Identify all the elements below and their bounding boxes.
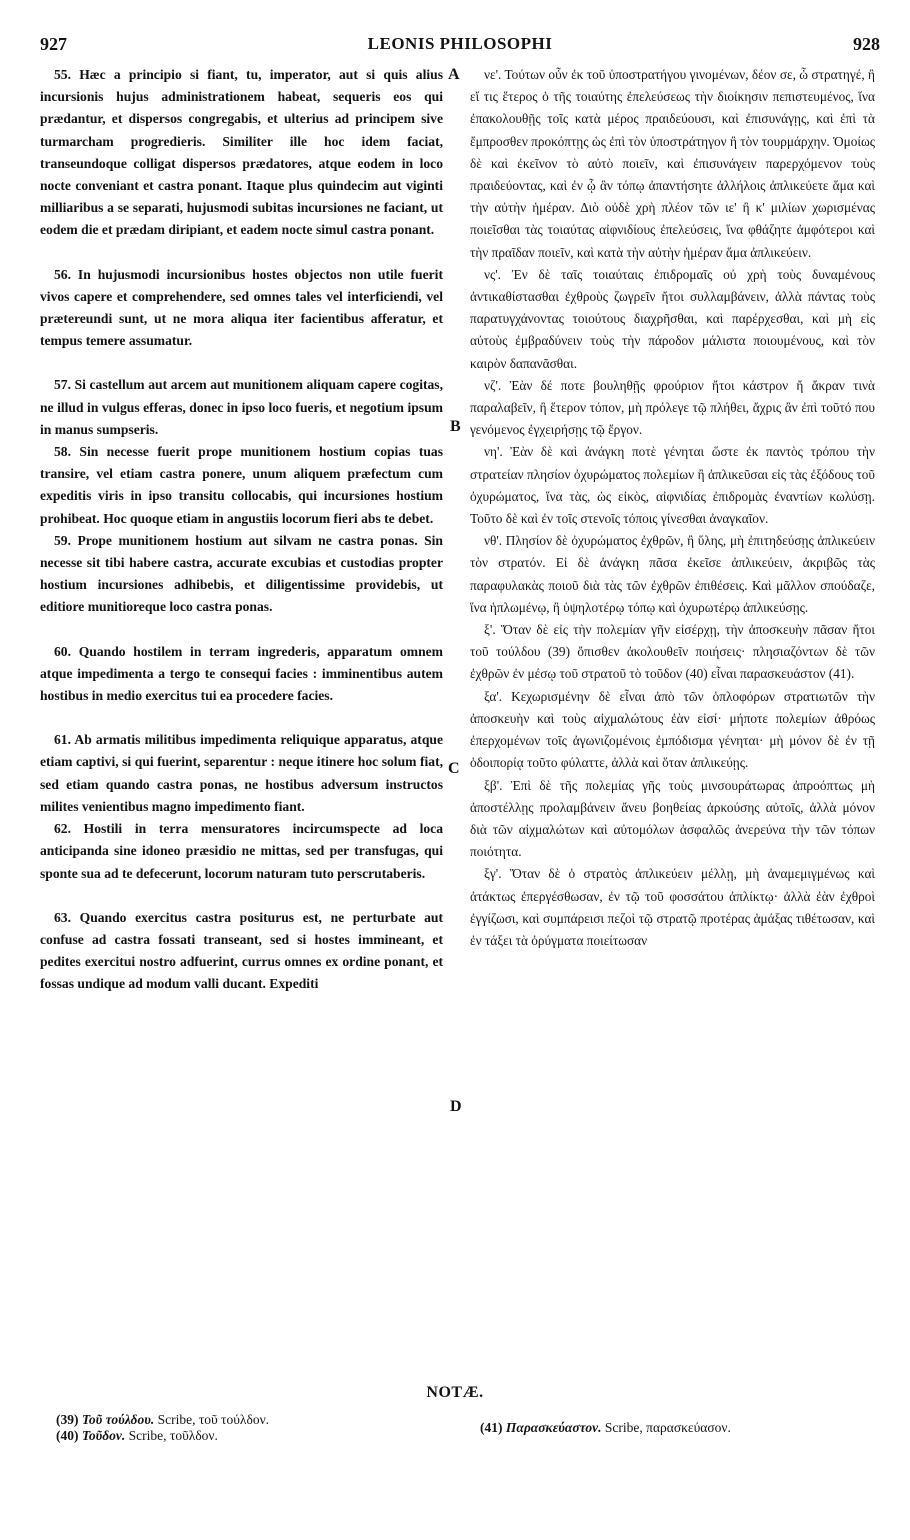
greek-paragraph-56: νς'. Ἐν δὲ ταῖς τοιαύταις ἐπιδρομαῖς οὐ χρὴ τοὺς δυναμένους ἀντικαθίστασθαι ἐχθροὺς ζωγρεῖν ἤτοι συλλαμβάνειν, ἀλλὰ πάντας τοὺς παρατυγχάνοντας τοιούτους διαχρῆσθαι, καὶ παρέρχεσθαι, καὶ μὴ εἰς αὐτοὺς ἐμβραδύνειν τοὺς τὴν πάροδον μάλιστα ποιουμένους, καὶ τὸν καιρὸν δαπανᾶσθαι. [470,266,875,371]
note-number: (39) [56,1412,79,1427]
latin-paragraph-58: 58. Sin necesse fuerit prope munitionem hostium copias tuas transire, vel etiam castra ponere, unum aliquem præfectum cum expeditis viris in ipso transitu collocabis, qui incursiones hostium prohibeat. Hoc quoque etiam in angustiis locorum fieri abs te debet. [40,444,443,526]
margin-letter-a: A [448,66,460,83]
greek-paragraph-57: νζ'. Ἐὰν δέ ποτε βουληθῇς φρούριον ἤτοι κάστρον ἤ ἄκραν τινὰ παραλαβεῖν, ἢ ἕτερον τόπον, μὴ πρόλεγε τῷ πλήθει, ἄχρις ἂν ἐπὶ τοῦτό που γενόμενος ἐγχειρήσῃς τῷ ἔργον. [470,377,875,438]
latin-paragraph-62: 62. Hostili in terra mensuratores incircumspecte ad loca anticipanda sine idoneo præsidio ne mittas, sed per transfugas, qui sponte sua ad te defecerunt, locorum naturam tuto perscrutaberis. [40,821,443,881]
greek-paragraph-62: ξβ'. Ἐπὶ δὲ τῆς πολεμίας γῆς τοὺς μινσουράτωρας ἀπροόπτως μὴ ἀποστέλλῃς προλαμβάνειν ἄνευ βοηθείας ἀρκούσης αὐτοῖς, ἀλλὰ μόνον διὰ τῶν αἰχμαλώτων καὶ αὐτομόλων ἀσφαλῶς ἀνερεύνα τὴν τῶν τόπων ποιότητα. [470,777,875,860]
notes-right [480,1412,880,1436]
greek-paragraph-58: νη'. Ἐὰν δὲ καὶ ἀνάγκη ποτὲ γένηται ὥστε ἐκ παντὸς τρόπου τὴν στρατείαν πλησίον ὀχυρώματος πολεμίων ἢ ἀπλικεῦσαι εἰς τὰς ἐξόδους τοῦ ὀχυρώματος, ἵνα τὰς, ὡς εἰκὸς, αἰφνιδίας ἐπιδρομὰς ἐναντίων κωλύσῃ. Τοῦτο δὲ καὶ ἐν τοῖς στενοῖς τόποις γίνεσθαι ἀναγκαῖον. [470,444,875,527]
latin-paragraph-63: 63. Quando exercitus castra positurus est, ne perturbate aut confuse ad castra fossati transeant, sed si hostes immineant, et pedites exercitui nostro adfuerint, currus omnes ex ordine ponant, et fossas undique ad modum valli ducant. Expediti [40,909,443,992]
notes-left [56,1412,456,1444]
note-text: Scribe, τοῦλδον. [128,1428,218,1443]
note-term: Παρασκεύαστον. [505,1420,602,1435]
margin-letter-d: D [450,1098,462,1115]
latin-paragraph-60: 60. Quando hostilem in terram ingrederis, apparatum omnem atque impedimenta a tergo te consequi facies : imminentibus autem hostibus in medio exercitus tui ea procedere facies. [40,643,443,704]
note-41 [480,1420,880,1436]
note-39 [56,1412,456,1428]
greek-paragraph-59: νθ'. Πλησίον δὲ ὀχυρώματος ἐχθρῶν, ἢ ὕλης, μὴ ἐπιτηδεύσῃς ἀπλικεύειν τὸν στρατόν. Εἰ δὲ ἀνάγκη πᾶσα ἐκεῖσε ἀπλικεύειν, ἀκριβῶς τὰς παραφυλακὰς ποιοῦ διὰ τὰς τῶν ἐχθρῶν ἐπιθέσεις. Καὶ μᾶλλον σπούδαζε, ἵνα ἡπλωμένῳ, ἢ ὑψηλοτέρῳ τόπῳ καὶ ὀχυρωτέρῳ ἀπλικεύσῃς. [470,533,875,615]
margin-letter-b: B [450,418,461,435]
running-title: LEONIS PHILOSOPHI [367,34,553,53]
note-text: Scribe, παρασκεύασον. [604,1420,731,1435]
note-number: (41) [480,1420,503,1435]
note-40 [56,1428,456,1444]
latin-paragraph-61: 61. Ab armatis militibus impedimenta reliquique apparatus, atque etiam captivi, si qui fuerint, separentur : neque itinere hoc solum fiat, sed etiam quando castra ponas, ne hostibus adversum instructos milites venientibus magno impedimento fiant. [40,732,443,814]
left-page-number: 927 [40,34,67,54]
greek-paragraph-55: νε'. Τούτων οὖν ἐκ τοῦ ὑποστρατήγου γινομένων, δέον σε, ὦ στρατηγέ, ἢ εἴ τις ἕτερος ὁ τῆς τοιαύτης ἐπελεύσεως τὴν διοίκησιν πεπιστευμένος, ἵνα ἐπακολουθῇς τοῖς κατὰ μέρος πραιδεύουσι, καὶ ἐπισυνάγῃς, καὶ ἐπὶ τὰ ἔμπροσθεν προκόπτῃς ὡς ἐπὶ τὸν ὑποστράτηγον ἢ τὸν τουρμάρχην. Ὁμοίως δὲ καὶ ἐκεῖνον τὸ αὐτὸ ποιεῖν, καὶ ἐπισυνάγειν παρερχόμενον τοὺς πραιδεύοντας, καὶ ἐν ᾧ ἂν τόπῳ ἀπαντήσητε ἀλλήλοις ἀπλικεύετε ἅμα καὶ τὴν αὐτὴν ἡμέραν. Διὸ οὐδὲ χρὴ πλέον τῶν ιε' ἢ κ' μιλίων χωρισμένας ποιεῖσθαι τὰς τοιαύτας αἰφνιδίους ἐπελεύσεις, ἵνα φθάζητε ἀμφότεροι καὶ τὴν πραῖδαν ποιεῖν, καὶ κατὰ τὴν αὐτὴν ἡμέραν ἅμα ἀπλικεύειν. [470,67,875,260]
greek-paragraph-60: ξ'. Ὅταν δὲ εἰς τὴν πολεμίαν γῆν εἰσέρχῃ, τὴν ἀποσκευὴν πᾶσαν ἤτοι τοῦ τούλδου (39) ὄπισθεν ἀκολουθεῖν ποιήσεις· πλησιαζόντων δὲ τῶν ἐχθρῶν ἐν μέσῳ τοῦ στρατοῦ τὸ τοῦδον (40) εἶναι παρασκευάστον (41). [470,622,875,682]
running-header [40,34,880,58]
latin-paragraph-57: 57. Si castellum aut arcem aut munitionem aliquam capere cogitas, ne illud in vulgus efferas, donec in ipso loco fueris, et negotium ipsum in manus sumpseris. [40,377,443,437]
greek-paragraph-63: ξγ'. Ὅταν δὲ ὁ στρατὸς ἀπλικεύειν μέλλῃ, μὴ ἀναμεμιγμένως καὶ ἀτάκτως ἐπεργέσθωσαν, ἐν τῷ τοῦ φοσσάτου ἀπλίκτῳ· ἀλλὰ ἐὰν ἐχθροὶ ἐγγίζωσι, καὶ συμπάρεισι πεζοὶ τῷ στρατῷ προτέρας ἁμάξας τιθέτωσαν, καὶ ἐν τάξει τὰ ὀρύγματα ποιείτωσαν [470,866,875,948]
note-term: Τοῦδον. [81,1428,126,1443]
margin-letter-c: C [448,760,460,777]
note-number: (40) [56,1428,79,1443]
latin-paragraph-59: 59. Prope munitionem hostium aut silvam ne castra ponas. Sin necesse sit tibi habere castra, accurate excubias et custodias propter hostium incursiones adhibebis, et diligentissime providebis, ut editiore munitioreque loco castra ponas. [40,532,443,615]
notes-heading: NOTÆ. [426,1384,484,1401]
latin-paragraph-56: 56. In hujusmodi incursionibus hostes objectos non utile fuerit vivos capere et comprehendere, sed omnes tales vel interficiendi, vel prætereundi sunt, ut ne mora aliqua iter facientibus afferatur, et tempus temere assumatur. [40,266,443,349]
right-page-number: 928 [853,34,880,54]
note-term: Τοῦ τούλδου. [81,1412,155,1427]
note-text: Scribe, τοῦ τούλδον. [157,1412,270,1427]
greek-column [470,64,875,952]
latin-column [40,64,443,996]
greek-paragraph-61: ξα'. Κεχωρισμένην δὲ εἶναι ἀπὸ τῶν ὁπλοφόρων στρατιωτῶν τὴν ἀποσκευὴν καὶ τοὺς αἰχμαλώτους ἐὰν εἰσί· μήποτε πολεμίων ἀθρόως ἐπερχομένων τοῖς ἀγωνιζομένοις ἐμπόδισμα γένηται· μὴ μόνον δὲ ἐν τῇ ὁδοιπορίᾳ τοῦτο φύλαττε, ἀλλὰ καὶ ὅταν ἀπλικεύῃς. [470,688,875,771]
latin-paragraph-55: 55. Hæc a principio si fiant, tu, imperator, aut si quis alius incursionis hujus administrationem habeat, sequeris eos qui prædantur, et dispersos congregabis, et ulterius ad principem sive turmarcham progredieris. Similiter ille hoc idem faciat, transeundoque colligat dispersos prædatores, atque eodem in loco nocte conveniant et castra ponant. Itaque plus quindecim aut viginti milliaribus a se separati, hujusmodi subitas incursiones ne faciant, ut eodem die et prædam diripiant, et eadem nocte simul castra ponant. [40,67,443,238]
